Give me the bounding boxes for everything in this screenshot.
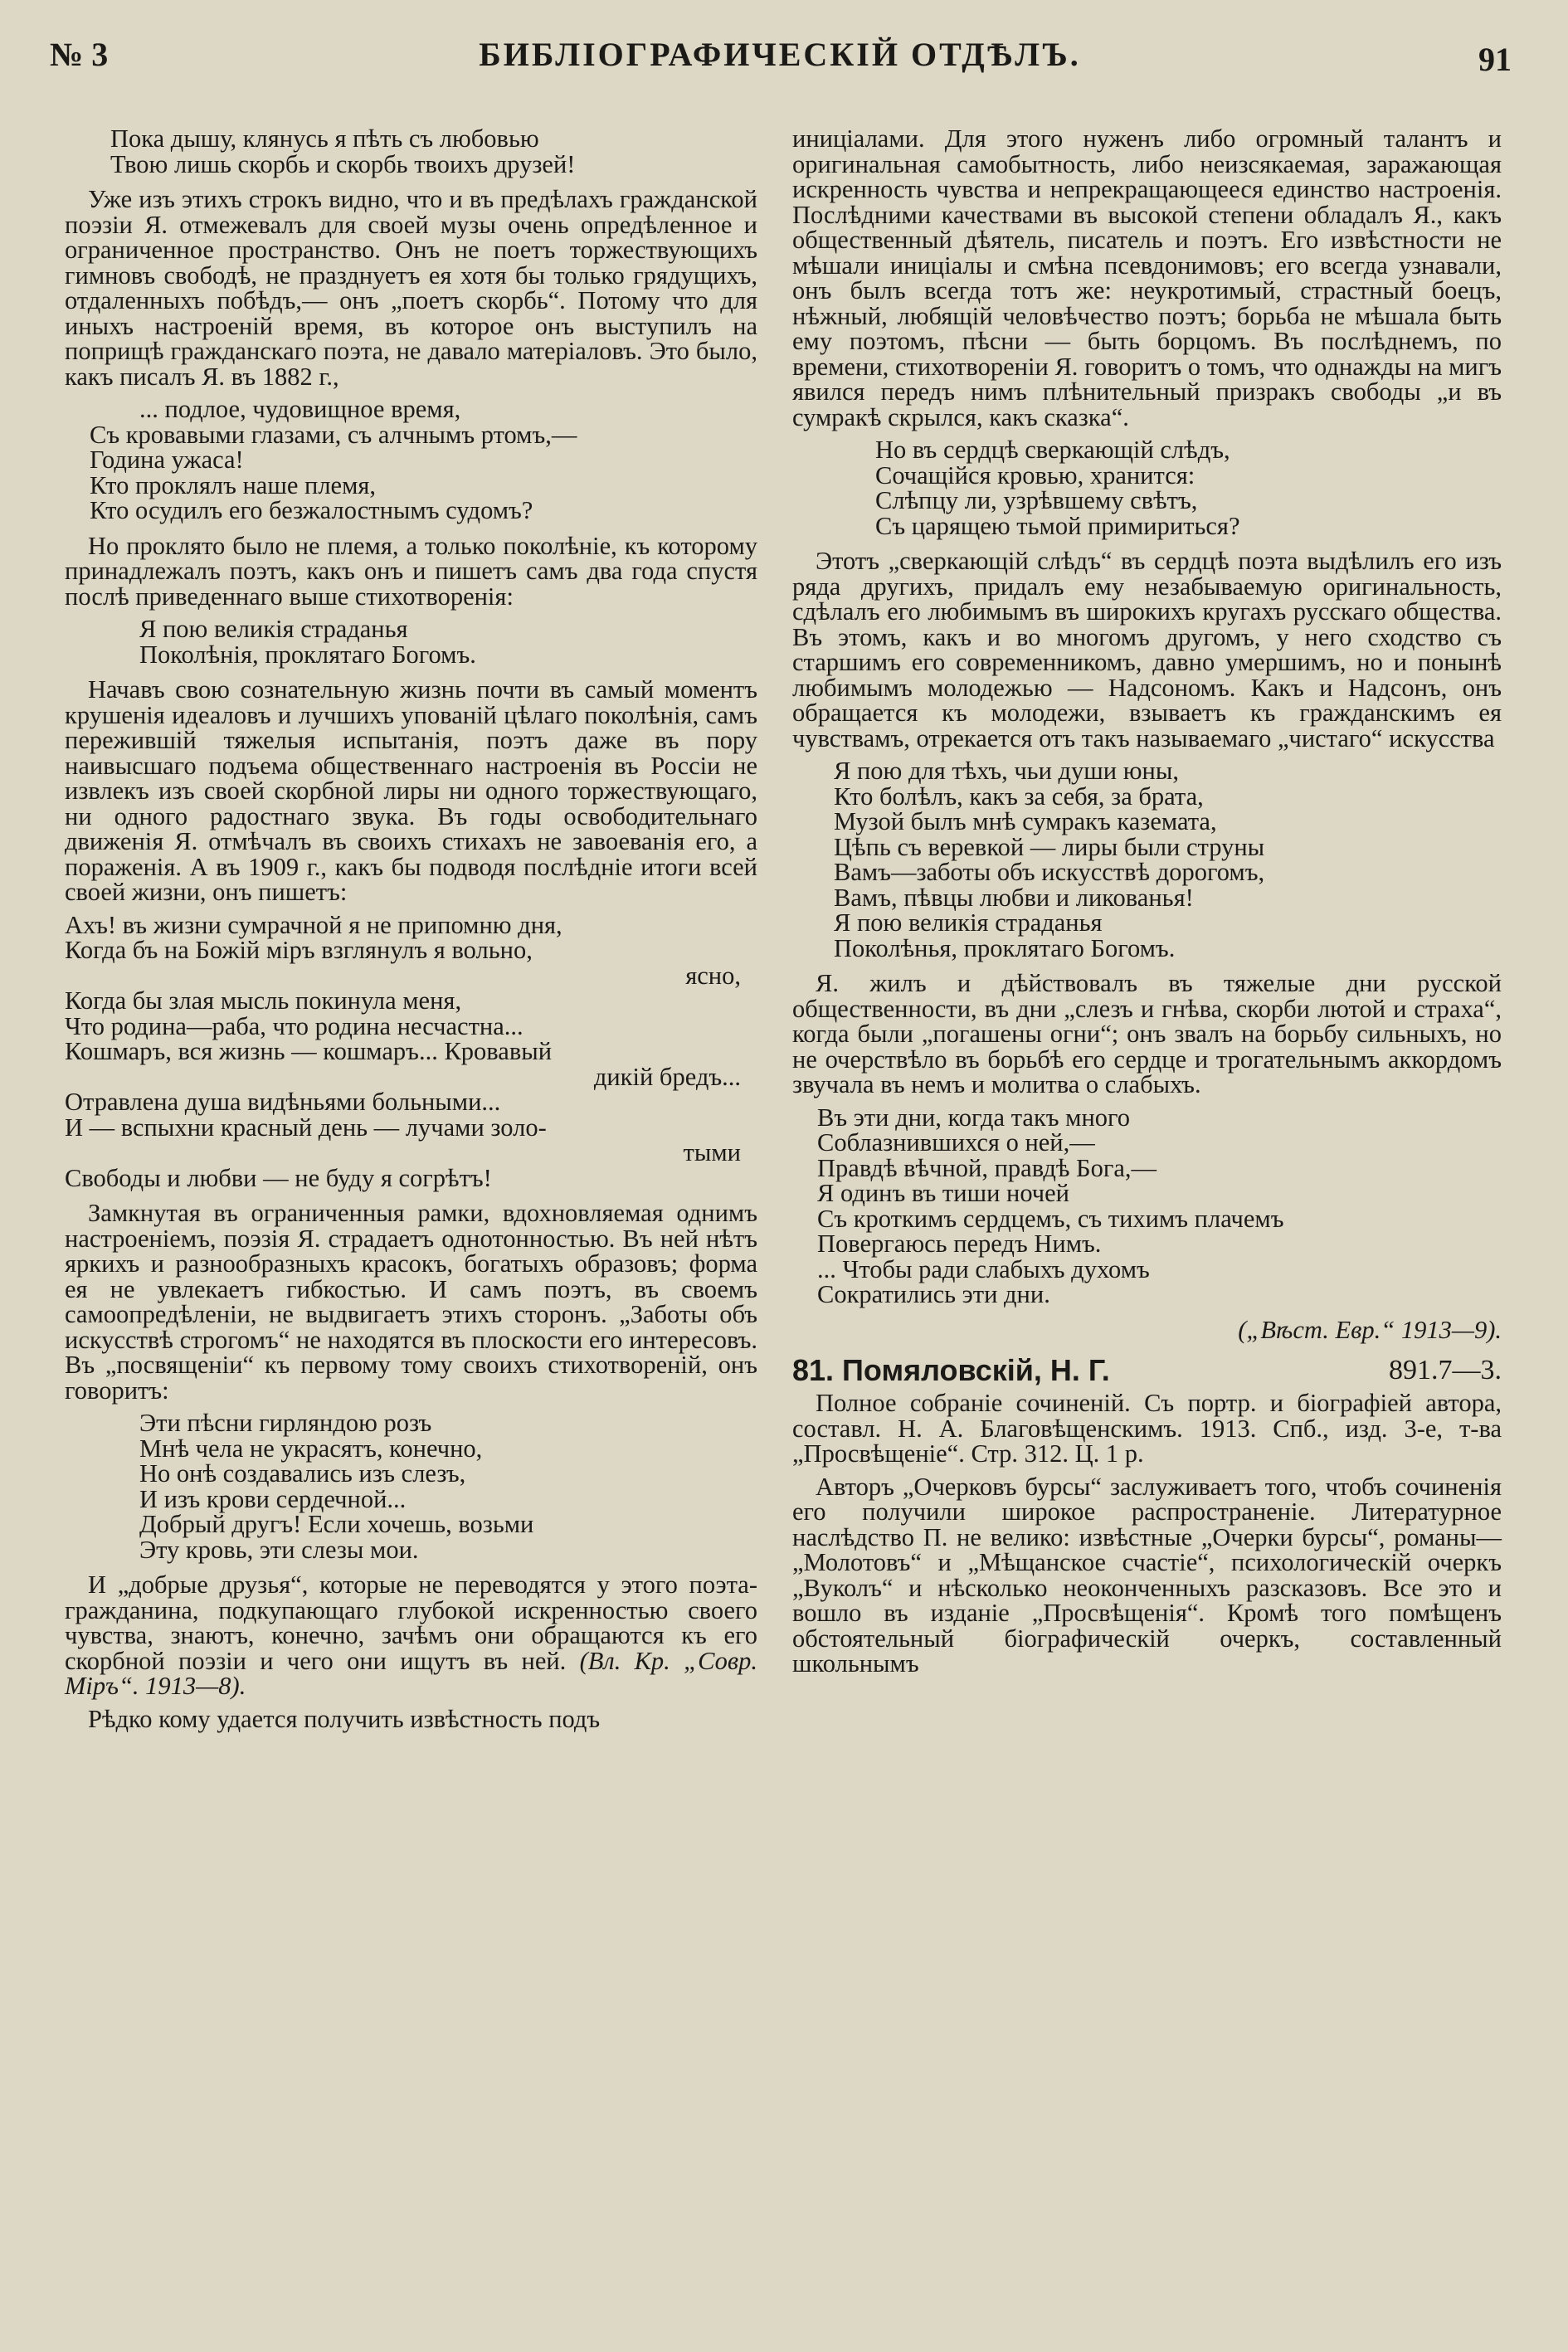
- verse-line: ... Чтобы ради слабыхъ духомъ: [817, 1254, 1150, 1283]
- entry-title: 81. Помяловскій, Н. Г.: [792, 1353, 1110, 1387]
- verse-line: Добрый другъ! Если хочешь, возьми: [139, 1510, 534, 1538]
- paragraph: Но проклято было не племя, а только поколѣніе, къ которому принадлежалъ поэтъ, какъ онъ и пишетъ самъ два года спустя послѣ приведеннаго выше стихотворенія:: [65, 531, 757, 611]
- verse-line: Музой былъ мнѣ сумракъ каземата,: [834, 807, 1217, 835]
- verse-line: Повергаюсь передъ Нимъ.: [817, 1230, 1102, 1258]
- verse-line: Свободы и любви — не буду я согрѣтъ!: [65, 1163, 492, 1192]
- verse-line: дикій бредъ...: [593, 1062, 741, 1091]
- paragraph: иниціалами. Для этого нуженъ либо огромный талантъ и оригинальная самобытность, либо неизсякаемая, заражающая искренность чувства и непрекращающееся единство настроенія. Послѣдними качествами въ высокой степени обладалъ Я., какъ общественный дѣятель, писатель и поэтъ. Его извѣстности не мѣшали иниціалы и смѣна псевдонимовъ; его всегда узнавали, онъ былъ всегда тотъ же: неукротимый, страстный боецъ, нѣжный, любящій человѣчество поэтъ; борьба не мѣшала быть ему поэтомъ, пѣсни — быть борцомъ. Въ послѣднемъ, по времени, стихотвореніи Я. говоритъ о томъ, что однажды на мигъ явился передъ нимъ плѣнительный призракъ свободы „и въ сумракѣ скрылся, какъ сказка“.: [792, 124, 1502, 431]
- paragraph: Этотъ „сверкающій слѣдъ“ въ сердцѣ поэта выдѣлилъ его изъ ряда другихъ, придалъ ему незабываемую оригинальность, сдѣлалъ его любимымъ въ широкихъ кругахъ русскаго общества. Въ этомъ, какъ и во многомъ другомъ, у него сходство съ старшимъ его современникомъ, давно умершимъ, но и понынѣ любимымъ молодежью — Надсономъ. Какъ и Надсонъ, онъ обращается къ молодежи, взываетъ къ гражданскимъ ея чувствамъ, отрекается отъ такъ называемаго „чистаго“ искусства: [792, 547, 1502, 752]
- paragraph: Авторъ „Очерковъ бурсы“ заслуживаетъ того, чтобъ сочиненія его получили широкое распространеніе. Литературное наслѣдство П. не велико: извѣстные „Очерки бурсы“, романы—„Молотовъ“ и „Мѣщанское счастіе“, психологическій очеркъ „Вуколъ“ и нѣсколько неоконченныхъ разсказовъ. Все это и вошло въ изданіе „Просвѣщенія“. Кромѣ того помѣщенъ обстоятельный біографическій очеркъ, составленный школьнымъ: [792, 1472, 1502, 1678]
- verse-line: Година ужаса!: [90, 446, 244, 474]
- verse-line: Сочащійся кровью, хранится:: [875, 460, 1195, 489]
- page-number: 91: [1478, 41, 1512, 78]
- verse-line: Когда бъ на Божій міръ взглянулъ я вольно,: [65, 936, 533, 964]
- verse-line: Соблазнившихся о ней,—: [817, 1128, 1095, 1157]
- verse-line: Слѣпцу ли, узрѣвшему свѣтъ,: [875, 486, 1198, 514]
- verse-line: тыми: [683, 1138, 741, 1166]
- verse-line: Отравлена душа видѣньями больными...: [65, 1088, 501, 1116]
- verse-line: Поколѣнья, проклятаго Богомъ.: [834, 933, 1176, 962]
- verse-line: Но онѣ создавались изъ слезъ,: [139, 1459, 466, 1488]
- verse-line: Эти пѣсни гирляндою розъ: [139, 1409, 432, 1437]
- running-header: [41, 33, 1518, 76]
- classification-code: 891.7—3.: [1389, 1355, 1502, 1385]
- issue-number: № 3: [50, 36, 109, 73]
- verse-line: Эту кровь, эти слезы мои.: [139, 1535, 419, 1564]
- verse-line: Я пою для тѣхъ, чьи души юны,: [834, 757, 1179, 785]
- verse-line: Сократились эти дни.: [817, 1280, 1050, 1308]
- verse-line: Я одинъ въ тиши ночей: [817, 1179, 1070, 1207]
- verse-line: Я пою великія страданья: [139, 615, 408, 643]
- source-citation: (Вл. Кр. „Совр. Міръ“. 1913—8).: [65, 1646, 757, 1700]
- paragraph-text: И „добрые друзья“, которые не переводятся у этого поэта-гражданина, подкупающаго глубокой искренностью своего чувства, знаютъ, конечно, зачѣмъ они обращаются къ его скорбной поэзіи и чего они ищутъ въ ней.: [65, 1570, 757, 1675]
- verse-line: Съ царящею тьмой примириться?: [875, 511, 1240, 540]
- entry-description: Полное собраніе сочиненій. Съ портр. и біографіей автора, составл. Н. А. Благовѣщенскимъ. 1913. Спб., изд. 3-е, т-ва „Просвѣщеніе“. Стр. 312. Ц. 1 р.: [792, 1389, 1502, 1468]
- paragraph: Замкнутая въ ограниченныя рамки, вдохновляемая однимъ настроеніемъ, поэзія Я. страдаетъ однотонностью. Въ ней нѣтъ яркихъ и разнообразныхъ красокъ, богатыхъ образовъ; форма ея не увлекаетъ гибкостью. И самъ поэтъ, въ своемъ самоопредѣленіи, не выдвигаетъ этихъ сторонъ. „Заботы объ искусствѣ строгомъ“ не находятся въ плоскости его интересовъ. Въ „посвященіи“ къ первому тому своихъ стихотвореній, онъ говоритъ:: [65, 1199, 757, 1405]
- verse-block: [65, 1410, 757, 1562]
- verse-line: Кошмаръ, вся жизнь — кошмаръ... Кровавый: [65, 1037, 553, 1065]
- verse-line: Ахъ! въ жизни сумрачной я не припомню дня,: [65, 910, 562, 939]
- verse-line: Кто болѣлъ, какъ за себя, за брата,: [834, 782, 1204, 811]
- verse-line: Пока дышу, клянусь я пѣть съ любовью: [110, 124, 539, 153]
- left-column: [65, 126, 757, 2327]
- verse-line: ... подлое, чудовищное время,: [139, 395, 461, 423]
- source-citation: („Вѣст. Евр.“ 1913—9).: [1238, 1315, 1502, 1344]
- verse-line: Что родина—раба, что родина несчастна...: [65, 1011, 523, 1040]
- verse-line: Твою лишь скорбь и скорбь твоихъ друзей!: [110, 149, 576, 178]
- verse-line: ясно,: [685, 961, 741, 990]
- verse-line: Кто осудилъ его безжалостнымъ судомъ?: [90, 496, 533, 524]
- intro-verse: [65, 126, 757, 177]
- verse-line: Кто проклялъ наше племя,: [90, 470, 377, 499]
- section-title: БИБЛІОГРАФИЧЕСКІЙ ОТДѢЛЪ.: [479, 36, 1081, 73]
- verse-line: Въ эти дни, когда такъ много: [817, 1103, 1131, 1132]
- paragraph: Рѣдко кому удается получить извѣстность подъ: [88, 1704, 601, 1733]
- verse-line: Мнѣ чела не украсятъ, конечно,: [139, 1434, 483, 1463]
- right-column: [792, 126, 1502, 2327]
- verse-line: Правдѣ вѣчной, правдѣ Бога,—: [817, 1153, 1157, 1182]
- verse-block: [792, 437, 1502, 538]
- verse-line: Но въ сердцѣ сверкающій слѣдъ,: [875, 436, 1230, 464]
- verse-block: [65, 397, 757, 523]
- verse-line: Съ кроткимъ сердцемъ, съ тихимъ плачемъ: [817, 1204, 1284, 1233]
- verse-line: Когда бы злая мысль покинула меня,: [65, 986, 462, 1015]
- verse-line: Поколѣнія, проклятаго Богомъ.: [139, 640, 476, 669]
- verse-line: Съ кровавыми глазами, съ алчнымъ ртомъ,—: [90, 420, 577, 449]
- paragraph: Начавъ свою сознательную жизнь почти въ самый моментъ крушенія идеаловъ и лучшихъ упованій цѣлаго поколѣнія, самъ пережившій тяжелыя испытанія, поэтъ даже въ пору наивысшаго подъема общественнаго настроенія въ Россіи не извлекъ изъ своей скорбной лиры ни одного торжествующаго, ни одного радостнаго звука. Въ годы освободительнаго движенія Я. отмѣчалъ въ своихъ стихахъ не завоеванія его, а пораженія. А въ 1909 г., какъ бы подводя послѣдніе итоги всей своей жизни, онъ пишетъ:: [65, 675, 757, 906]
- paragraph: [65, 1572, 757, 1699]
- paragraph: Уже изъ этихъ строкъ видно, что и въ предѣлахъ гражданской поэзіи Я. отмежевалъ для своей музы очень опредѣленное и ограниченное пространство. Онъ не поетъ торжествующихъ гимновъ свободѣ, не празднуетъ ея хотя бы только грядущихъ, отдаленныхъ побѣдъ,— онъ „поетъ скорбь“. Потому что для иныхъ настроеній время, въ которое онъ выступилъ на поприщѣ гражданскаго поэта, не давало матеріаловъ. Это было, какъ писалъ Я. въ 1882 г.,: [65, 185, 757, 391]
- verse-block: [65, 616, 757, 667]
- verse-block: [65, 910, 757, 1192]
- verse-block: [792, 1105, 1502, 1307]
- verse-line: И — вспыхни красный день — лучами золо-: [65, 1113, 547, 1142]
- verse-line: Вамъ—заботы объ искусствѣ дорогомъ,: [834, 858, 1265, 886]
- verse-block: [792, 758, 1502, 961]
- verse-line: И изъ крови сердечной...: [139, 1484, 407, 1513]
- catalog-entry-heading: [792, 1354, 1502, 1387]
- verse-line: Вамъ, пѣвцы любви и ликованья!: [834, 883, 1194, 912]
- paragraph: Я. жилъ и дѣйствовалъ въ тяжелые дни русской общественности, въ дни „слезъ и гнѣва, скорби лютой и страха“, когда были „погашены огни“; онъ звалъ на борьбу сильныхъ, но не очерствѣло въ борьбѣ его сердце и трогательнымъ аккордомъ звучала въ немъ и молитва о слабыхъ.: [792, 969, 1502, 1098]
- verse-line: Цѣпь съ веревкой — лиры были струны: [834, 832, 1265, 861]
- verse-line: Я пою великія страданья: [834, 908, 1103, 937]
